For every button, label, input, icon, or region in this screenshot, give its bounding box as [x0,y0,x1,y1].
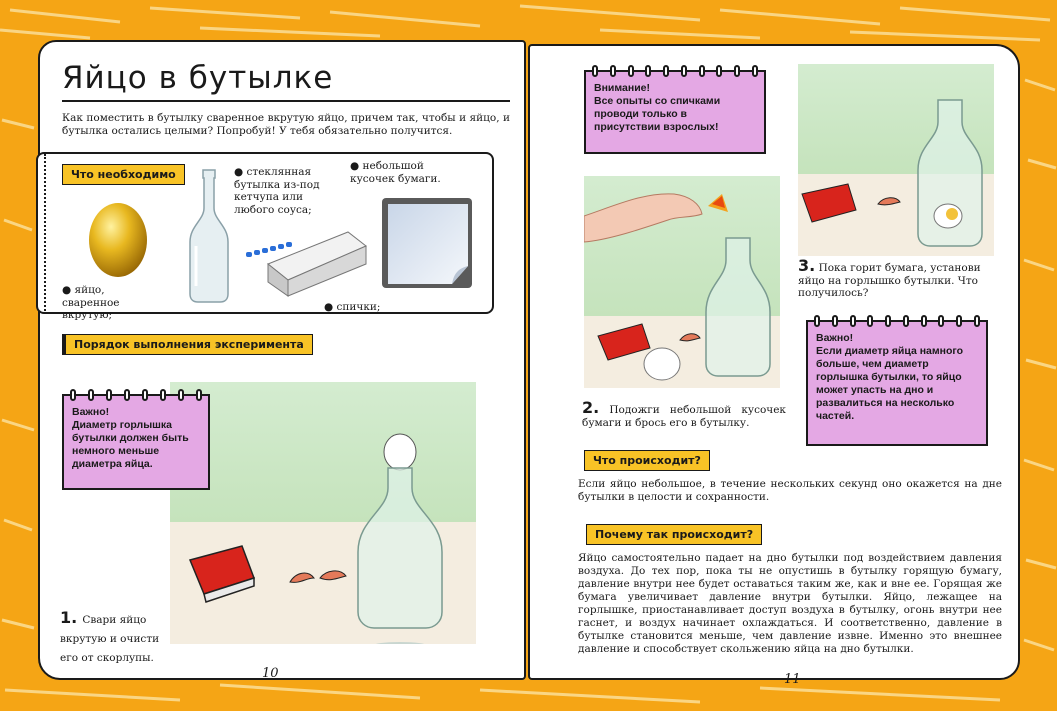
step1-number: 1. [60,608,78,627]
material-paper: ● небольшой кусочек бумаги. [350,160,441,185]
material-egg: ● яйцо, сваренное вкрутую; [62,284,120,321]
egg-icon [86,196,150,278]
step2-text: Подожги небольшой кусочек бумаги и брось его в бутылку. [582,404,786,429]
page-number-right: 11 [784,672,801,687]
step3-text: Пока горит бумага, установи яйцо на горлышко бутылки. Что получилось? [798,262,981,299]
page-title: Яйцо в бутылке [62,60,510,102]
materials-box [36,152,494,321]
spiral-binding [36,154,46,314]
material-bottle: ● стеклянная бутылка из-под кетчупа или любого соуса; [234,166,320,216]
intro-text: Как поместить в бутылку сваренное вкрутую яйцо, причем так, чтобы и яйцо, и бутылка остались целыми? Попробуй! У тебя обязательно получится. [62,112,510,137]
left-page [38,40,526,680]
step1-text: Свари яйцо вкрутую и очисти его от скорлупы. [60,614,160,664]
right-page [528,44,1020,687]
step3-number: 3. [798,256,816,275]
page-number-left: 10 [262,666,279,681]
important-note2-text: Важно! Если диаметр яйца намного больше, чем диаметр горлышка бутылки, то яйцо может упасть на дно и развалиться на несколько частей. [816,332,964,422]
bottle-icon [184,166,234,306]
warning-note-text: Внимание! Все опыты со спичками проводи только в присутствии взрослых! [594,82,721,133]
why-label: Почему так происходит? [586,524,762,545]
step3-illustration [798,64,994,256]
step1-block [60,608,160,665]
procedure-label: Порядок выполнения эксперимента [62,334,313,355]
step1-illustration [170,382,476,644]
important-note-large-egg [806,320,988,446]
step2-number: 2. [582,398,600,417]
step2-block [582,398,786,429]
what-happens-text: Если яйцо небольшое, в течение нескольких секунд оно окажется на дне бутылки в целости и сохранности. [578,478,1002,503]
paper-icon [378,194,478,294]
step3-block [798,256,994,300]
why-text: Яйцо самостоятельно падает на дно бутылки под воздействием давления воздуха. До тех пор, пока ты не опустишь в бутылку горящую бумагу, давление внутри нее будет оставаться таким же, как и вне ее. Горящая же бумага увеличивает давление внутри бутылки. Яйцо, лежащее на горлышке, приостанавливает доступ воздуха в бутылку, огонь внутри нее гаснет, и воздух начинает охлаждаться. И соответственно, давление в бутылке становится меньше, чем давление извне. Именно это внешнее давление и способствует скольжению яйца на дно бутылки. [578,552,1002,655]
material-matches: ● спички; [324,301,381,313]
materials-label: Что необходимо [62,164,185,185]
warning-note [584,70,766,154]
what-happens-label: Что происходит? [584,450,710,471]
important-note-text: Важно! Диаметр горлышка бутылки должен быть немного меньше диаметра яйца. [72,406,189,470]
matchbox-icon [238,224,368,298]
important-note-diameter [62,394,210,490]
step2-illustration [584,176,780,388]
